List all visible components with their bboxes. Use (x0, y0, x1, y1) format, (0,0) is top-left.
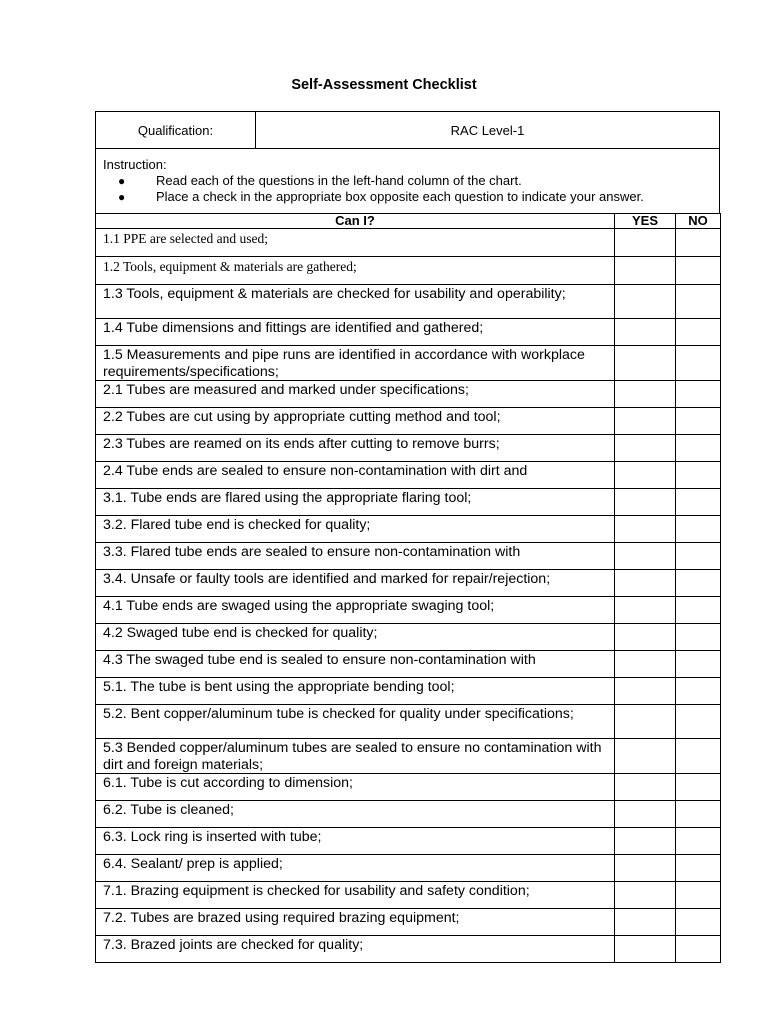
page-title: Self-Assessment Checklist (291, 77, 477, 93)
table-row (96, 801, 721, 828)
question-cell: 2.3 Tubes are reamed on its ends after cutting to remove burrs; (96, 435, 615, 462)
no-checkbox-cell[interactable] (676, 346, 721, 381)
yes-checkbox-cell[interactable] (615, 257, 676, 285)
no-checkbox-cell[interactable] (676, 855, 721, 882)
no-checkbox-cell[interactable] (676, 285, 721, 319)
table-row (96, 257, 721, 285)
yes-checkbox-cell[interactable] (615, 705, 676, 739)
checklist-body (96, 229, 721, 963)
table-row (96, 408, 721, 435)
no-checkbox-cell[interactable] (676, 828, 721, 855)
table-row (96, 319, 721, 346)
yes-checkbox-cell[interactable] (615, 624, 676, 651)
no-checkbox-cell[interactable] (676, 489, 721, 516)
question-cell: 5.3 Bended copper/aluminum tubes are sealed to ensure no contamination with dirt and foreign materials; (96, 739, 615, 774)
yes-checkbox-cell[interactable] (615, 774, 676, 801)
question-cell: 2.1 Tubes are measured and marked under specifications; (96, 381, 615, 408)
table-row (96, 229, 721, 257)
no-checkbox-cell[interactable] (676, 936, 721, 963)
question-cell: 6.4. Sealant/ prep is applied; (96, 855, 615, 882)
table-row (96, 543, 721, 570)
yes-checkbox-cell[interactable] (615, 597, 676, 624)
table-row (96, 909, 721, 936)
yes-checkbox-cell[interactable] (615, 855, 676, 882)
yes-checkbox-cell[interactable] (615, 435, 676, 462)
qualification-value: RAC Level-1 (450, 122, 525, 138)
instruction-item: ● Place a check in the appropriate box opposite each question to indicate your answer. (118, 189, 644, 204)
question-cell: 7.2. Tubes are brazed using required brazing equipment; (96, 909, 615, 936)
yes-checkbox-cell[interactable] (615, 229, 676, 257)
table-row (96, 678, 721, 705)
yes-checkbox-cell[interactable] (615, 346, 676, 381)
header-yes: YES (615, 214, 676, 229)
checklist-table (95, 213, 721, 963)
question-cell: 2.2 Tubes are cut using by appropriate cutting method and tool; (96, 408, 615, 435)
question-cell: 3.1. Tube ends are flared using the appropriate flaring tool; (96, 489, 615, 516)
table-row (96, 936, 721, 963)
no-checkbox-cell[interactable] (676, 543, 721, 570)
table-row (96, 882, 721, 909)
yes-checkbox-cell[interactable] (615, 462, 676, 489)
qualification-label: Qualification: (96, 112, 256, 148)
no-checkbox-cell[interactable] (676, 229, 721, 257)
bullet-icon: ● (118, 174, 126, 188)
yes-checkbox-cell[interactable] (615, 285, 676, 319)
no-checkbox-cell[interactable] (676, 435, 721, 462)
table-row (96, 516, 721, 543)
question-cell: 3.4. Unsafe or faulty tools are identified and marked for repair/rejection; (96, 570, 615, 597)
yes-checkbox-cell[interactable] (615, 381, 676, 408)
no-checkbox-cell[interactable] (676, 624, 721, 651)
yes-checkbox-cell[interactable] (615, 739, 676, 774)
table-row (96, 855, 721, 882)
question-cell: 1.4 Tube dimensions and fittings are identified and gathered; (96, 319, 615, 346)
no-checkbox-cell[interactable] (676, 705, 721, 739)
yes-checkbox-cell[interactable] (615, 516, 676, 543)
question-cell: 7.1. Brazing equipment is checked for usability and safety condition; (96, 882, 615, 909)
header-no: NO (676, 214, 721, 229)
question-cell: 6.1. Tube is cut according to dimension; (96, 774, 615, 801)
yes-checkbox-cell[interactable] (615, 936, 676, 963)
no-checkbox-cell[interactable] (676, 651, 721, 678)
question-cell: 1.5 Measurements and pipe runs are identified in accordance with workplace requirements/specifications; (96, 346, 615, 381)
yes-checkbox-cell[interactable] (615, 828, 676, 855)
question-cell: 4.2 Swaged tube end is checked for quality; (96, 624, 615, 651)
question-cell: 3.3. Flared tube ends are sealed to ensure non-contamination with (96, 543, 615, 570)
instruction-list (103, 173, 712, 205)
yes-checkbox-cell[interactable] (615, 882, 676, 909)
yes-checkbox-cell[interactable] (615, 678, 676, 705)
no-checkbox-cell[interactable] (676, 801, 721, 828)
no-checkbox-cell[interactable] (676, 774, 721, 801)
question-cell: 4.1 Tube ends are swaged using the appropriate swaging tool; (96, 597, 615, 624)
no-checkbox-cell[interactable] (676, 597, 721, 624)
yes-checkbox-cell[interactable] (615, 319, 676, 346)
question-cell: 7.3. Brazed joints are checked for quality; (96, 936, 615, 963)
question-cell: 6.2. Tube is cleaned; (96, 801, 615, 828)
no-checkbox-cell[interactable] (676, 516, 721, 543)
table-row (96, 570, 721, 597)
table-row (96, 462, 721, 489)
no-checkbox-cell[interactable] (676, 882, 721, 909)
instruction-item: ● Read each of the questions in the left-hand column of the chart. (118, 173, 522, 188)
no-checkbox-cell[interactable] (676, 319, 721, 346)
yes-checkbox-cell[interactable] (615, 570, 676, 597)
qualification-row (95, 111, 720, 149)
no-checkbox-cell[interactable] (676, 678, 721, 705)
table-row (96, 651, 721, 678)
yes-checkbox-cell[interactable] (615, 909, 676, 936)
table-row (96, 597, 721, 624)
question-cell: 2.4 Tube ends are sealed to ensure non-contamination with dirt and (96, 462, 615, 489)
table-row (96, 774, 721, 801)
question-cell: 3.2. Flared tube end is checked for quality; (96, 516, 615, 543)
table-row (96, 381, 721, 408)
instruction-box (95, 148, 720, 214)
no-checkbox-cell[interactable] (676, 909, 721, 936)
table-row (96, 739, 721, 774)
yes-checkbox-cell[interactable] (615, 489, 676, 516)
yes-checkbox-cell[interactable] (615, 651, 676, 678)
yes-checkbox-cell[interactable] (615, 801, 676, 828)
header-can-i: Can I? (96, 214, 615, 229)
question-cell: 1.1 PPE are selected and used; (96, 229, 615, 257)
no-checkbox-cell[interactable] (676, 462, 721, 489)
yes-checkbox-cell[interactable] (615, 543, 676, 570)
yes-checkbox-cell[interactable] (615, 408, 676, 435)
table-row (96, 705, 721, 739)
question-cell: 6.3. Lock ring is inserted with tube; (96, 828, 615, 855)
checklist-header-row (96, 214, 721, 229)
question-cell: 5.1. The tube is bent using the appropriate bending tool; (96, 678, 615, 705)
question-cell: 1.3 Tools, equipment & materials are checked for usability and operability; (96, 285, 615, 319)
table-row (96, 346, 721, 381)
table-row (96, 435, 721, 462)
no-checkbox-cell[interactable] (676, 408, 721, 435)
no-checkbox-cell[interactable] (676, 570, 721, 597)
no-checkbox-cell[interactable] (676, 381, 721, 408)
bullet-icon: ● (118, 190, 126, 204)
question-cell: 5.2. Bent copper/aluminum tube is checked for quality under specifications; (96, 705, 615, 739)
question-cell: 4.3 The swaged tube end is sealed to ensure non-contamination with (96, 651, 615, 678)
no-checkbox-cell[interactable] (676, 257, 721, 285)
table-row (96, 489, 721, 516)
table-row (96, 828, 721, 855)
instruction-heading: Instruction: (103, 157, 167, 172)
no-checkbox-cell[interactable] (676, 739, 721, 774)
question-cell: 1.2 Tools, equipment & materials are gathered; (96, 257, 615, 285)
table-row (96, 285, 721, 319)
table-row (96, 624, 721, 651)
